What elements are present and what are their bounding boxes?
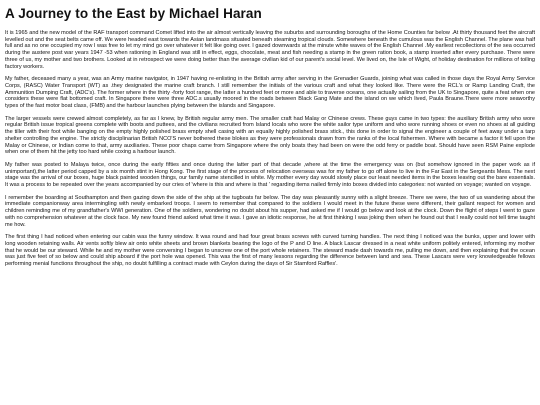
paragraph-vessel-crews: The larger vessels were crewed almost completely, as far as I knew, by British regular army men. The smaller craft had Malay or Chinese crews. These guys came in two types: the auxiliary British army who wore regular British issue tropical greens complete with boots and puttees, and the civilians recruited from Island locals who wore the white sailor type uniform and who wore running shoes or even no shoes at all guiding the tiller with their foot while banging on the empty highly polished brass empty shell casing with an equally highly polished brass stick., this done in order to signal the engineer a couple of feet away under a tarp shelter controlling the engine. The strictly disciplinarian British NCO'S never bothered these blokes as they were professionals drawn from the ranks of the local fishermen. Where with became a factor it fell upon the Malay or Chinese, or Indian come to that, army auxiliaries. These poor chaps came from Singapore where the only boats they had been on were the odd ferry or paddle boat. Should have seen RSM Paine explode when one of them hit the jetty too hard while coxing a harbour launch.: [5, 115, 535, 156]
page-title: A Journey to the East by Michael Haran: [5, 6, 262, 21]
paragraph-southampton-boarding: I remember the boarding at Southampton and then gazing down the side of the ship at the tugboats far below. The day was pleasantly sunny with a slight breeze. There we were, the two of us wandering about the immediate companionway area intermingling with newly embarked troops. I seem to remember that compared to the soldiers I would meet in the future these were different, their gallant respect for women and children reminding me of my grandfather's WWI generation. One of the soldiers, wondering no doubt about his supper, had asked me if I would go below and look at the clock. Down the flight of steps I went to gaze with no comprehension whatever at the clock face. My new found friend asked what time it was. I gave an idiotic response, he at first thinking I was joking then when he found out that I really could not tell time taught me how.: [5, 194, 535, 228]
paragraph-malaya-postings: My father was posted to Malaya twice, once during the early fifties and once during the latter part of that decade ,where at the time the emergency was on (but somehow ignored in the paper work as if unimportant),the latter period capped by a six month stint in Hong Kong. The first stage of the process of relocation overseas was for my father to go off alone to live in the Far East in the Sergeants Mess. The next stage was the arrival of our boxes, huge black painted wooden things, our family name stencilled in white. My mother every day would slowly place our least needed items in the boxes leaving out the bare essentials. It was a process to be repeated over the years accompanied by our cries of 'where is this and where is that ' regarding items nailed firmly into boxes divided into categories: not wanted on voyage; wanted on voyage.: [5, 161, 535, 189]
paragraph-ship-cabin: The first thing I had noticed when entering our cabin was the funny window. It was round and had four great brass screws with curved turning handles. The next thing I noticed was the bunks, upper and lower with long wooden retaining walls. Air vents softly blew air onto white sheets and brown blankets bearing the logo of the P and O line. A black Lascar dressed in a neat white uniform politely entered, informing my mother that he would be our steward. While he and my mother were conversing I began to unscrew one of the port whole retainers. The steward made dash towards me, pulling me down, and then explaining that the ocean was just five feet of so below and could ship aboard if the port hole was opened. This was the first of many lessons regarding the difference between land and sea. These Lascars were very knowledgeable fellows performing menial functions throughout the ship, no doubt fulfilling a contract made with Ceylon during the days of Sir Stamford Raffles'.: [5, 234, 535, 268]
paragraph-father-army: My father, deceased many a year, was an Army marine navigator, in 1947 having re-enlisting in the British army after serving in the Grenadier Guards, joining what was called in those days the Royal Army Service Corps, (RASC) Water Transport (WT) as .they designated the marine craft branch. I still remember the initials of the various craft and what they looked like. There were the RCL's or Ramp Landing Craft, the Ammunition Dumping Craft, (ADC's). The former where in the thirty -forty foot range, the latter a hundred feet or more and able to traverse oceans, one actually sailing from the UK to Singapore, quite a feat when one considers these were flat bottomed craft. In Singapore there were three ADC.s usually moored in the roads between Black Gang Mate and the island on we which lived, Paula Braune.There were more seaworthy types of the fast motor boat class, (FMB) and the harbour launches plying between the islands and Singapore.: [5, 76, 535, 110]
paragraph-comet-flight: It is 1965 and the new model of the RAF transport command Comet lifted into the air almost vertically leaving the suburbs and surrounding boroughs of the Home Counties far below .At thirty thousand feet the aircraft levelled out and the seat belts came off. We were headed east towards the Asian landmass situated beneath steaming tropical clouds. Somewhere beneath the cumulous was the English Channel. The plane was half full and as no one occupied my row I was free to let my mind go over whatever it felt like going over. I gazed downwards at the minute white waves of the English Channel .My earliest recollections of the sea occurred during the austere post war years 1947 -53 when rationing in England was still in effect, eggs, chocolate, meat and fish needing a stamp in the green ration book, a stamp inserted after every purchase. There were three of us, my mother and two brothers. Looked at in retrospect we were doing better than the average civilian kid of our parent's social level. We lived on, the Isle of Wight, of holiday destination for millions of toiling factory workers.: [5, 30, 535, 70]
